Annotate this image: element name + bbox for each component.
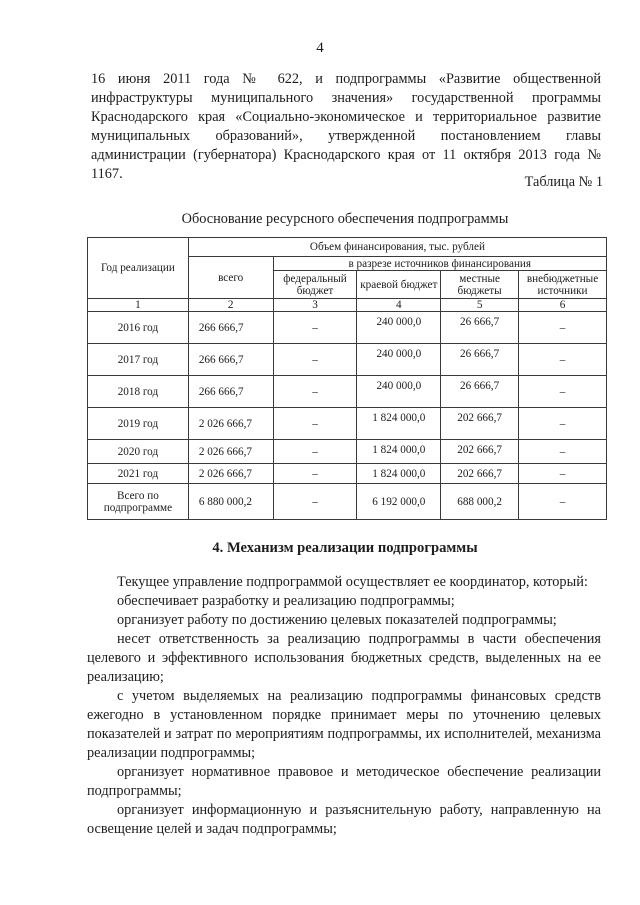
cell-extra: – bbox=[519, 408, 607, 440]
cell-local: 26 666,7 bbox=[441, 344, 519, 376]
paragraph: организует информационную и разъяснительную работу, направленную на освещение целей и задач подпрограммы; bbox=[87, 802, 601, 837]
section-body bbox=[87, 573, 601, 839]
cell-federal: – bbox=[273, 484, 357, 520]
table-title: Обоснование ресурсного обеспечения подпрограммы bbox=[181, 211, 509, 227]
cell-regional: 1 824 000,0 bbox=[357, 440, 441, 464]
section-heading: 4. Механизм реализации подпрограммы bbox=[212, 540, 478, 556]
cell-total: 266 666,7 bbox=[188, 344, 273, 376]
cell-year: 2017 год bbox=[88, 344, 189, 376]
cell-year: 2019 год bbox=[88, 408, 189, 440]
paragraph: несет ответственность за реализацию подпрограммы в части обеспечения целевого и эффективного использования бюджетных средств, выделенных на ее реализацию; bbox=[87, 631, 601, 685]
cell-regional: 240 000,0 bbox=[357, 344, 441, 376]
cell-federal: – bbox=[273, 376, 357, 408]
header-federal: федеральный бюджет bbox=[273, 271, 357, 299]
cell-extra: – bbox=[519, 440, 607, 464]
cell-federal: – bbox=[273, 344, 357, 376]
table-row bbox=[88, 464, 607, 484]
cell-local: 26 666,7 bbox=[441, 376, 519, 408]
cell-total: 2 026 666,7 bbox=[188, 408, 273, 440]
header-local: местные бюджеты bbox=[441, 271, 519, 299]
table-row bbox=[88, 312, 607, 344]
cell-extra: – bbox=[519, 376, 607, 408]
cell-federal: – bbox=[273, 312, 357, 344]
table-row bbox=[88, 376, 607, 408]
table-row bbox=[88, 440, 607, 464]
col-number: 4 bbox=[357, 299, 441, 312]
page-number: 4 bbox=[316, 40, 324, 56]
col-number: 2 bbox=[188, 299, 273, 312]
cell-extra: – bbox=[519, 312, 607, 344]
cell-extra: – bbox=[519, 464, 607, 484]
header-regional: краевой бюджет bbox=[357, 271, 441, 299]
col-number: 5 bbox=[441, 299, 519, 312]
cell-regional: 1 824 000,0 bbox=[357, 464, 441, 484]
cell-federal: – bbox=[273, 464, 357, 484]
cell-local: 202 666,7 bbox=[441, 408, 519, 440]
cell-extra: – bbox=[519, 344, 607, 376]
paragraph: обеспечивает разработку и реализацию подпрограммы; bbox=[117, 593, 455, 609]
header-total: всего bbox=[188, 257, 273, 299]
cell-total: 266 666,7 bbox=[188, 312, 273, 344]
cell-local: 202 666,7 bbox=[441, 440, 519, 464]
col-number: 6 bbox=[519, 299, 607, 312]
cell-total: 2 026 666,7 bbox=[188, 440, 273, 464]
paragraph: организует нормативное правовое и методическое обеспечение реализации подпрограммы; bbox=[87, 764, 601, 799]
col-number: 1 bbox=[88, 299, 189, 312]
cell-year: 2018 год bbox=[88, 376, 189, 408]
header-extrabudget: внебюджетные источники bbox=[519, 271, 607, 299]
header-funding-volume: Объем финансирования, тыс. рублей bbox=[188, 238, 606, 257]
cell-regional: 1 824 000,0 bbox=[357, 408, 441, 440]
cell-year: 2020 год bbox=[88, 440, 189, 464]
cell-regional: 6 192 000,0 bbox=[357, 484, 441, 520]
table-total-row bbox=[88, 484, 607, 520]
cell-total: 6 880 000,2 bbox=[188, 484, 273, 520]
paragraph: с учетом выделяемых на реализацию подпрограммы финансовых средств ежегодно в установленном порядке принимает меры по уточнению целевых показателей и затрат по мероприятиям подпрограммы, их исполнителей, механизма реализации подпрограммы; bbox=[87, 688, 601, 761]
cell-regional: 240 000,0 bbox=[357, 312, 441, 344]
cell-year: 2021 год bbox=[88, 464, 189, 484]
cell-total-label: Всего по подпрограмме bbox=[88, 484, 189, 520]
cell-regional: 240 000,0 bbox=[357, 376, 441, 408]
funding-table bbox=[87, 237, 607, 520]
table-row bbox=[88, 408, 607, 440]
paragraph: Текущее управление подпрограммой осуществляет ее координатор, который: bbox=[117, 574, 588, 590]
col-number: 3 bbox=[273, 299, 357, 312]
paragraph: организует работу по достижению целевых показателей подпрограммы; bbox=[117, 612, 557, 628]
cell-extra: – bbox=[519, 484, 607, 520]
cell-total: 2 026 666,7 bbox=[188, 464, 273, 484]
cell-federal: – bbox=[273, 408, 357, 440]
header-by-source: в разрезе источников финансирования bbox=[273, 257, 606, 271]
table-row bbox=[88, 344, 607, 376]
cell-local: 688 000,2 bbox=[441, 484, 519, 520]
cell-local: 26 666,7 bbox=[441, 312, 519, 344]
cell-year: 2016 год bbox=[88, 312, 189, 344]
cell-federal: – bbox=[273, 440, 357, 464]
intro-paragraph: 16 июня 2011 года № 622, и подпрограммы «Развитие общественной инфраструктуры муниципального значения» государственной программы Краснодарского края «Социально-экономическое и территориальное развитие муниципальных образований», утвержденной постановлением главы администрации (губернатора) Краснодарского края от 11 октября 2013 года № 1167. bbox=[91, 71, 601, 182]
cell-total: 266 666,7 bbox=[188, 376, 273, 408]
cell-local: 202 666,7 bbox=[441, 464, 519, 484]
header-year: Год реализации bbox=[88, 238, 189, 299]
table-label: Таблица № 1 bbox=[524, 174, 603, 190]
